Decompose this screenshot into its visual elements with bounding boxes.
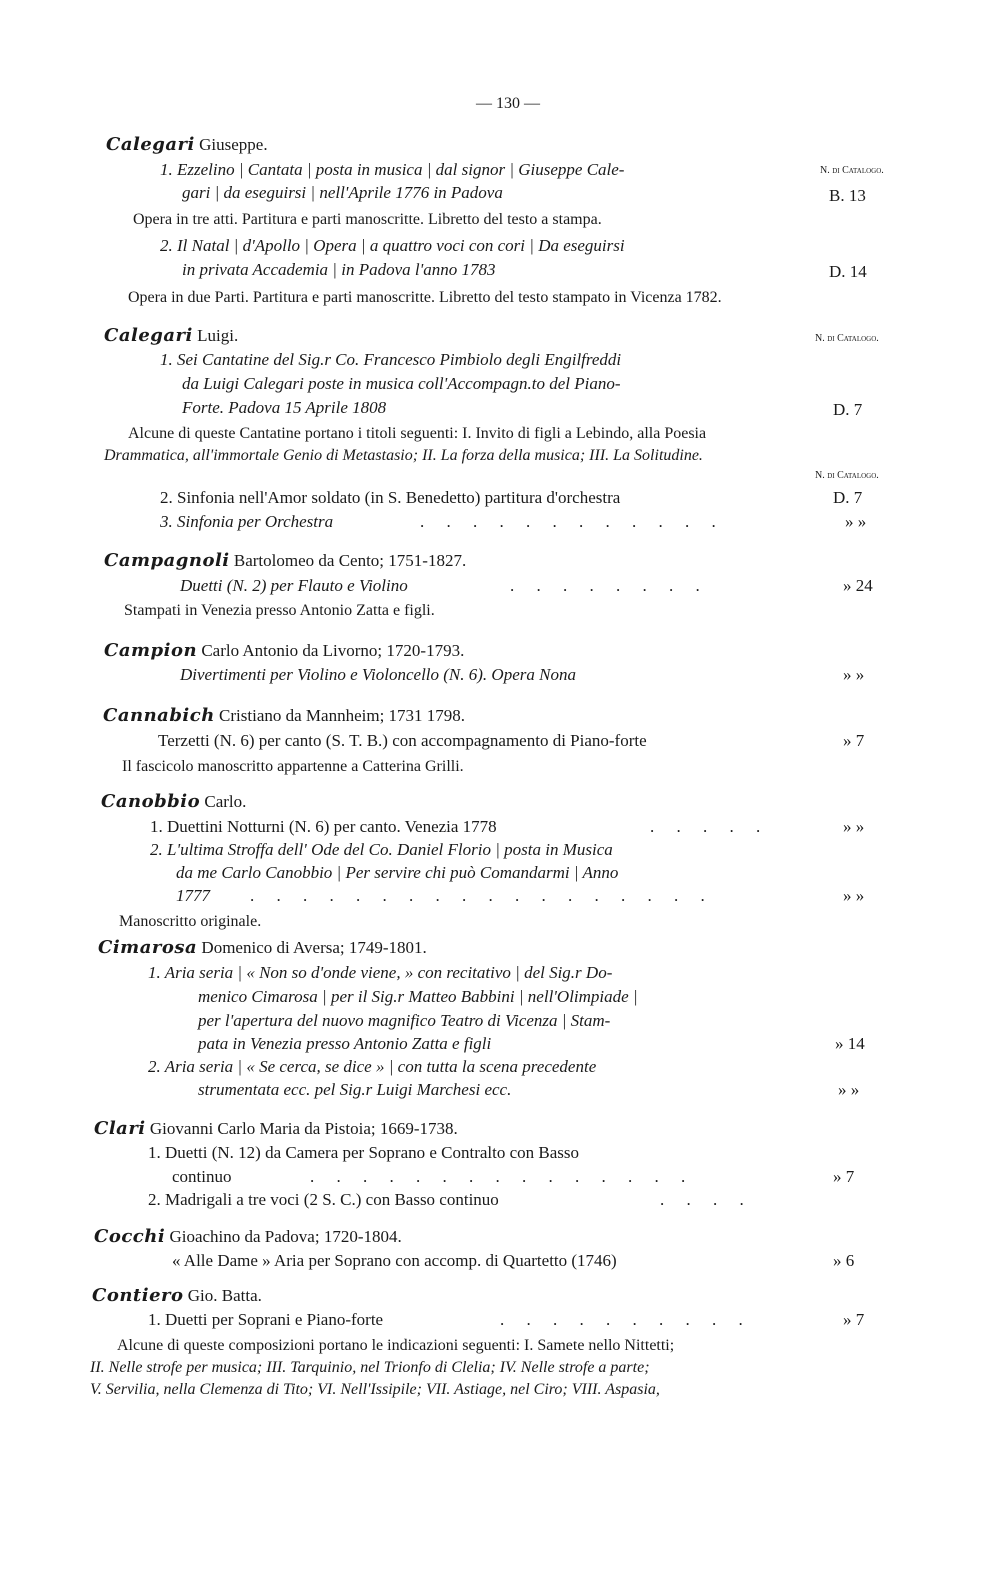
- work-title: 1. Duettini Notturni (N. 6) per canto. Venezia 1778: [150, 817, 497, 836]
- leader-dots: . . . . .: [650, 817, 770, 836]
- work-title: Forte. Padova 15 Aprile 1808: [182, 398, 387, 417]
- entry-heading: [94, 1119, 458, 1139]
- composer-details: Domenico di Aversa; 1749-1801.: [197, 938, 427, 957]
- composer-details: Cristiano da Mannheim; 1731 1798.: [214, 706, 466, 725]
- catalog-ref: D. 7: [833, 488, 863, 507]
- catalog-ref: B. 13: [829, 186, 866, 205]
- composer-name: Canobbio: [101, 791, 201, 812]
- work-title: continuo: [172, 1167, 232, 1186]
- work-title: da Luigi Calegari poste in musica coll'Accompagn.to del Piano-: [182, 374, 621, 393]
- composer-name: Clari: [94, 1118, 146, 1139]
- page-number: — 130 —: [476, 95, 540, 112]
- work-title: da me Carlo Canobbio | Per servire chi può Comandarmi | Anno: [176, 863, 619, 882]
- entry-heading: [104, 641, 464, 661]
- catalog-ref: » 24: [843, 576, 873, 595]
- work-note: Stampati in Venezia presso Antonio Zatta e figli.: [124, 602, 435, 619]
- work-title: 2. Il Natal | d'Apollo | Opera | a quattro voci con cori | Da eseguirsi: [160, 236, 625, 255]
- composer-name: Contiero: [92, 1285, 184, 1306]
- work-title: 2. Aria seria | « Se cerca, se dice » | con tutta la scena precedente: [148, 1057, 597, 1076]
- catalog-ref: » 14: [835, 1034, 865, 1053]
- work-note: Il fascicolo manoscritto appartenne a Catterina Grilli.: [122, 758, 464, 775]
- work-title: Divertimenti per Violino e Violoncello (N. 6). Opera Nona: [180, 665, 576, 684]
- work-title: « Alle Dame » Aria per Soprano con accomp. di Quartetto (1746): [172, 1251, 617, 1270]
- catalog-ref: » 7: [843, 1310, 865, 1329]
- catalog-ref: » 6: [833, 1251, 855, 1270]
- catalog-ref: » »: [843, 665, 865, 684]
- entry-heading: [104, 551, 466, 571]
- work-title: strumentata ecc. pel Sig.r Luigi Marchesi ecc.: [198, 1080, 512, 1099]
- composer-name: Campagnoli: [104, 550, 230, 571]
- entry-heading: [92, 1286, 262, 1306]
- entry-heading: [104, 326, 238, 346]
- work-note: Opera in due Parti. Partitura e parti manoscritte. Libretto del testo stampato in Vicenza 1782.: [128, 289, 722, 306]
- work-title: 3. Sinfonia per Orchestra: [160, 512, 334, 531]
- work-note: Alcune di queste Cantatine portano i titoli seguenti: I. Invito di figli a Lebindo, alla Poesia: [128, 425, 707, 442]
- entry-heading: [94, 1227, 402, 1247]
- leader-dots: . . . . . . . . . .: [500, 1310, 752, 1329]
- leader-dots: . . . . . . . .: [510, 576, 709, 595]
- entry-heading: [98, 938, 427, 958]
- leader-dots: . . . . . . . . . . . . . . . . . .: [250, 886, 714, 905]
- work-title: Terzetti (N. 6) per canto (S. T. B.) con accompagnamento di Piano-forte: [158, 731, 647, 750]
- catalog-ref: » 7: [833, 1167, 855, 1186]
- composer-name: Cocchi: [94, 1226, 166, 1247]
- composer-details: Giuseppe.: [194, 135, 268, 154]
- composer-name: Campion: [104, 640, 198, 661]
- composer-details: Gio. Batta.: [183, 1286, 262, 1305]
- composer-details: Bartolomeo da Cento; 1751-1827.: [229, 551, 467, 570]
- work-title: 1. Duetti per Soprani e Piano-forte: [148, 1310, 384, 1329]
- catalog-ref: D. 7: [833, 400, 863, 419]
- work-title: per l'apertura del nuovo magnifico Teatro di Vicenza | Stam-: [198, 1011, 611, 1030]
- work-title: 1. Sei Cantatine del Sig.r Co. Francesco Pimbiolo degli Engilfreddi: [160, 350, 622, 369]
- work-title: in privata Accademia | in Padova l'anno 1783: [182, 260, 496, 279]
- composer-details: Gioachino da Padova; 1720-1804.: [165, 1227, 402, 1246]
- entry-heading: [103, 706, 465, 726]
- work-title: 2. L'ultima Stroffa dell' Ode del Co. Daniel Florio | posta in Musica: [150, 840, 613, 859]
- work-note: V. Servilia, nella Clemenza di Tito; VI. Nell'Issipile; VII. Astiage, nel Ciro; VIII. Aspasia,: [90, 1381, 660, 1398]
- composer-name: Calegari: [104, 325, 193, 346]
- work-title: menico Cimarosa | per il Sig.r Matteo Babbini | nell'Olimpiade |: [198, 987, 638, 1006]
- work-title: 1. Ezzelino | Cantata | posta in musica | dal signor | Giuseppe Cale-: [160, 160, 625, 179]
- work-title: 1. Aria seria | « Non so d'onde viene, » con recitativo | del Sig.r Do-: [148, 963, 613, 982]
- catalog-ref: » »: [838, 1080, 860, 1099]
- composer-name: Calegari: [106, 134, 195, 155]
- entry-heading: [101, 792, 246, 812]
- work-title: Duetti (N. 2) per Flauto e Violino: [180, 576, 408, 595]
- work-note: Opera in tre atti. Partitura e parti manoscritte. Libretto del testo a stampa.: [133, 211, 602, 228]
- catalog-header: N. di Catalogo.: [815, 470, 879, 481]
- composer-details: Luigi.: [192, 326, 239, 345]
- work-note: Alcune di queste composizioni portano le indicazioni seguenti: I. Samete nello Nittetti;: [117, 1337, 675, 1354]
- work-note: II. Nelle strofe per musica; III. Tarquinio, nel Trionfo di Clelia; IV. Nelle strofe a parte;: [90, 1359, 650, 1376]
- work-title: gari | da eseguirsi | nell'Aprile 1776 in Padova: [182, 183, 503, 202]
- catalog-ref: » »: [843, 817, 865, 836]
- work-title: pata in Venezia presso Antonio Zatta e figli: [198, 1034, 492, 1053]
- work-note: Drammatica, all'immortale Genio di Metastasio; II. La forza della musica; III. La Solitudine.: [104, 447, 703, 464]
- work-title: 1. Duetti (N. 12) da Camera per Soprano e Contralto con Basso: [148, 1143, 580, 1162]
- composer-details: Giovanni Carlo Maria da Pistoia; 1669-1738.: [145, 1119, 458, 1138]
- catalog-ref: » »: [845, 512, 867, 531]
- composer-name: Cannabich: [103, 705, 215, 726]
- work-title: 2. Sinfonia nell'Amor soldato (in S. Benedetto) partitura d'orchestra: [160, 488, 621, 507]
- work-title: 1777: [176, 886, 210, 905]
- catalog-header: N. di Catalogo.: [820, 165, 884, 176]
- work-title: 2. Madrigali a tre voci (2 S. C.) con Basso continuo: [148, 1190, 499, 1209]
- composer-details: Carlo Antonio da Livorno; 1720-1793.: [197, 641, 465, 660]
- catalog-ref: » 7: [843, 731, 865, 750]
- catalog-header: N. di Catalogo.: [815, 333, 879, 344]
- catalog-ref: » »: [843, 886, 865, 905]
- composer-name: Cimarosa: [98, 937, 198, 958]
- catalog-ref: D. 14: [829, 262, 867, 281]
- leader-dots: . . . . . . . . . . . . . . .: [310, 1167, 695, 1186]
- leader-dots: . . . . . . . . . . . .: [420, 512, 725, 531]
- entry-heading: [106, 135, 268, 155]
- composer-details: Carlo.: [200, 792, 247, 811]
- work-note: Manoscritto originale.: [119, 913, 262, 930]
- leader-dots: . . . .: [660, 1190, 753, 1209]
